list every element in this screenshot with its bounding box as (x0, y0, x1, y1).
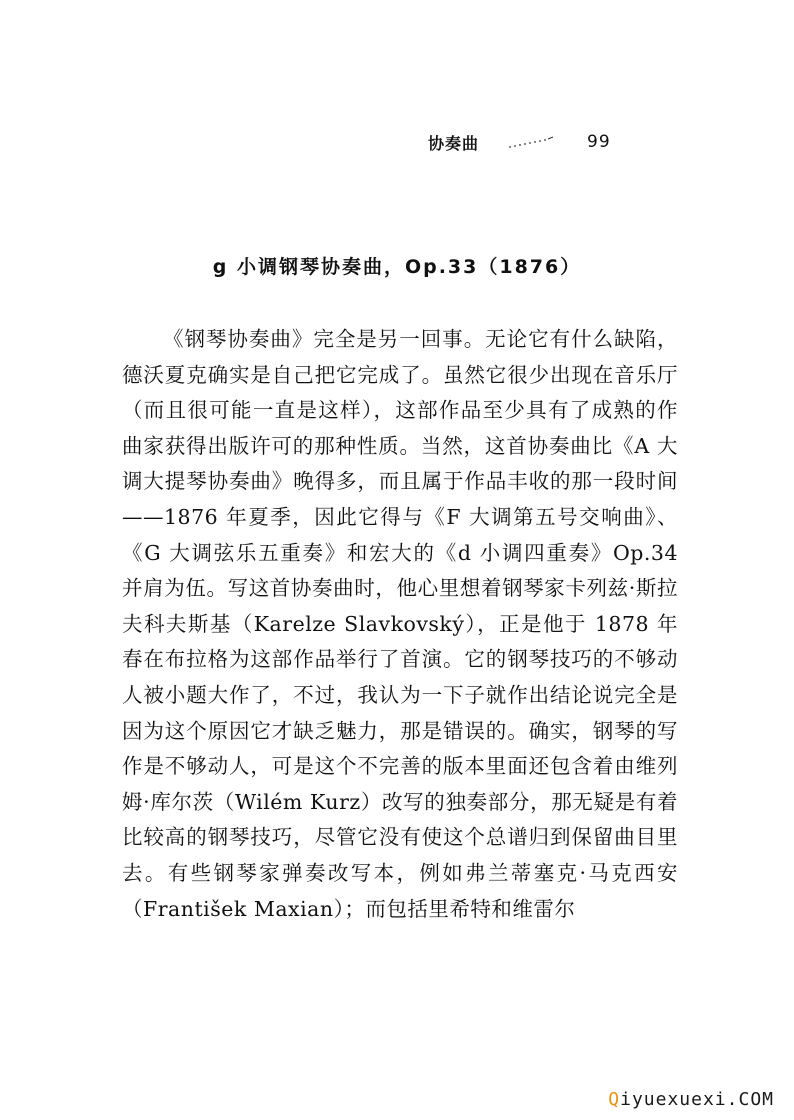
section-label: 协奏曲 (428, 133, 480, 153)
decorative-dots-line-icon (507, 135, 557, 149)
watermark-text: iyuexuexi.COM (620, 1089, 774, 1110)
body-paragraph: 《钢琴协奏曲》完全是另一回事。无论它有什么缺陷，德沃夏克确实是自己把它完成了。虽然它很少出现在音乐厅（而且很可能一直是这样），这部作品至少具有了成熟的作曲家获得出版许可的那种性质。当然，这首协奏曲比《A 大调大提琴协奏曲》晚得多，而且属于作品丰收的那一段时间——1876 年夏季，因此它得与《F 大调第五号交响曲》、《G 大调弦乐五重奏》和宏大的《d 小调四重奏》Op.34 并肩为伍。写这首协奏曲时，他心里想着钢琴家卡列兹·斯拉夫科夫斯基（Karelze Slavkovský），正是他于 1878 年春在布拉格为这部作品举行了首演。它的钢琴技巧的不够动人被小题大作了，不过，我认为一下子就作出结论说完全是因为这个原因它才缺乏魅力，那是错误的。确实，钢琴的写作是不够动人，可是这个不完善的版本里面还包含着由维列姆·库尔茨（Wilém Kurz）改写的独奏部分，那无疑是有着比较高的钢琴技巧，尽管它没有使这个总谱归到保留曲目里去。有些钢琴家弹奏改写本，例如弗兰蒂塞克·马克西安（František Maxian）；而包括里希特和维雷尔 (122, 327, 678, 921)
page-number: 99 (587, 132, 611, 152)
chapter-title: g 小调钢琴协奏曲，Op.33（1876） (212, 256, 582, 278)
watermark (608, 1089, 774, 1110)
watermark-prefix: Q (608, 1089, 621, 1110)
running-header (428, 128, 611, 156)
